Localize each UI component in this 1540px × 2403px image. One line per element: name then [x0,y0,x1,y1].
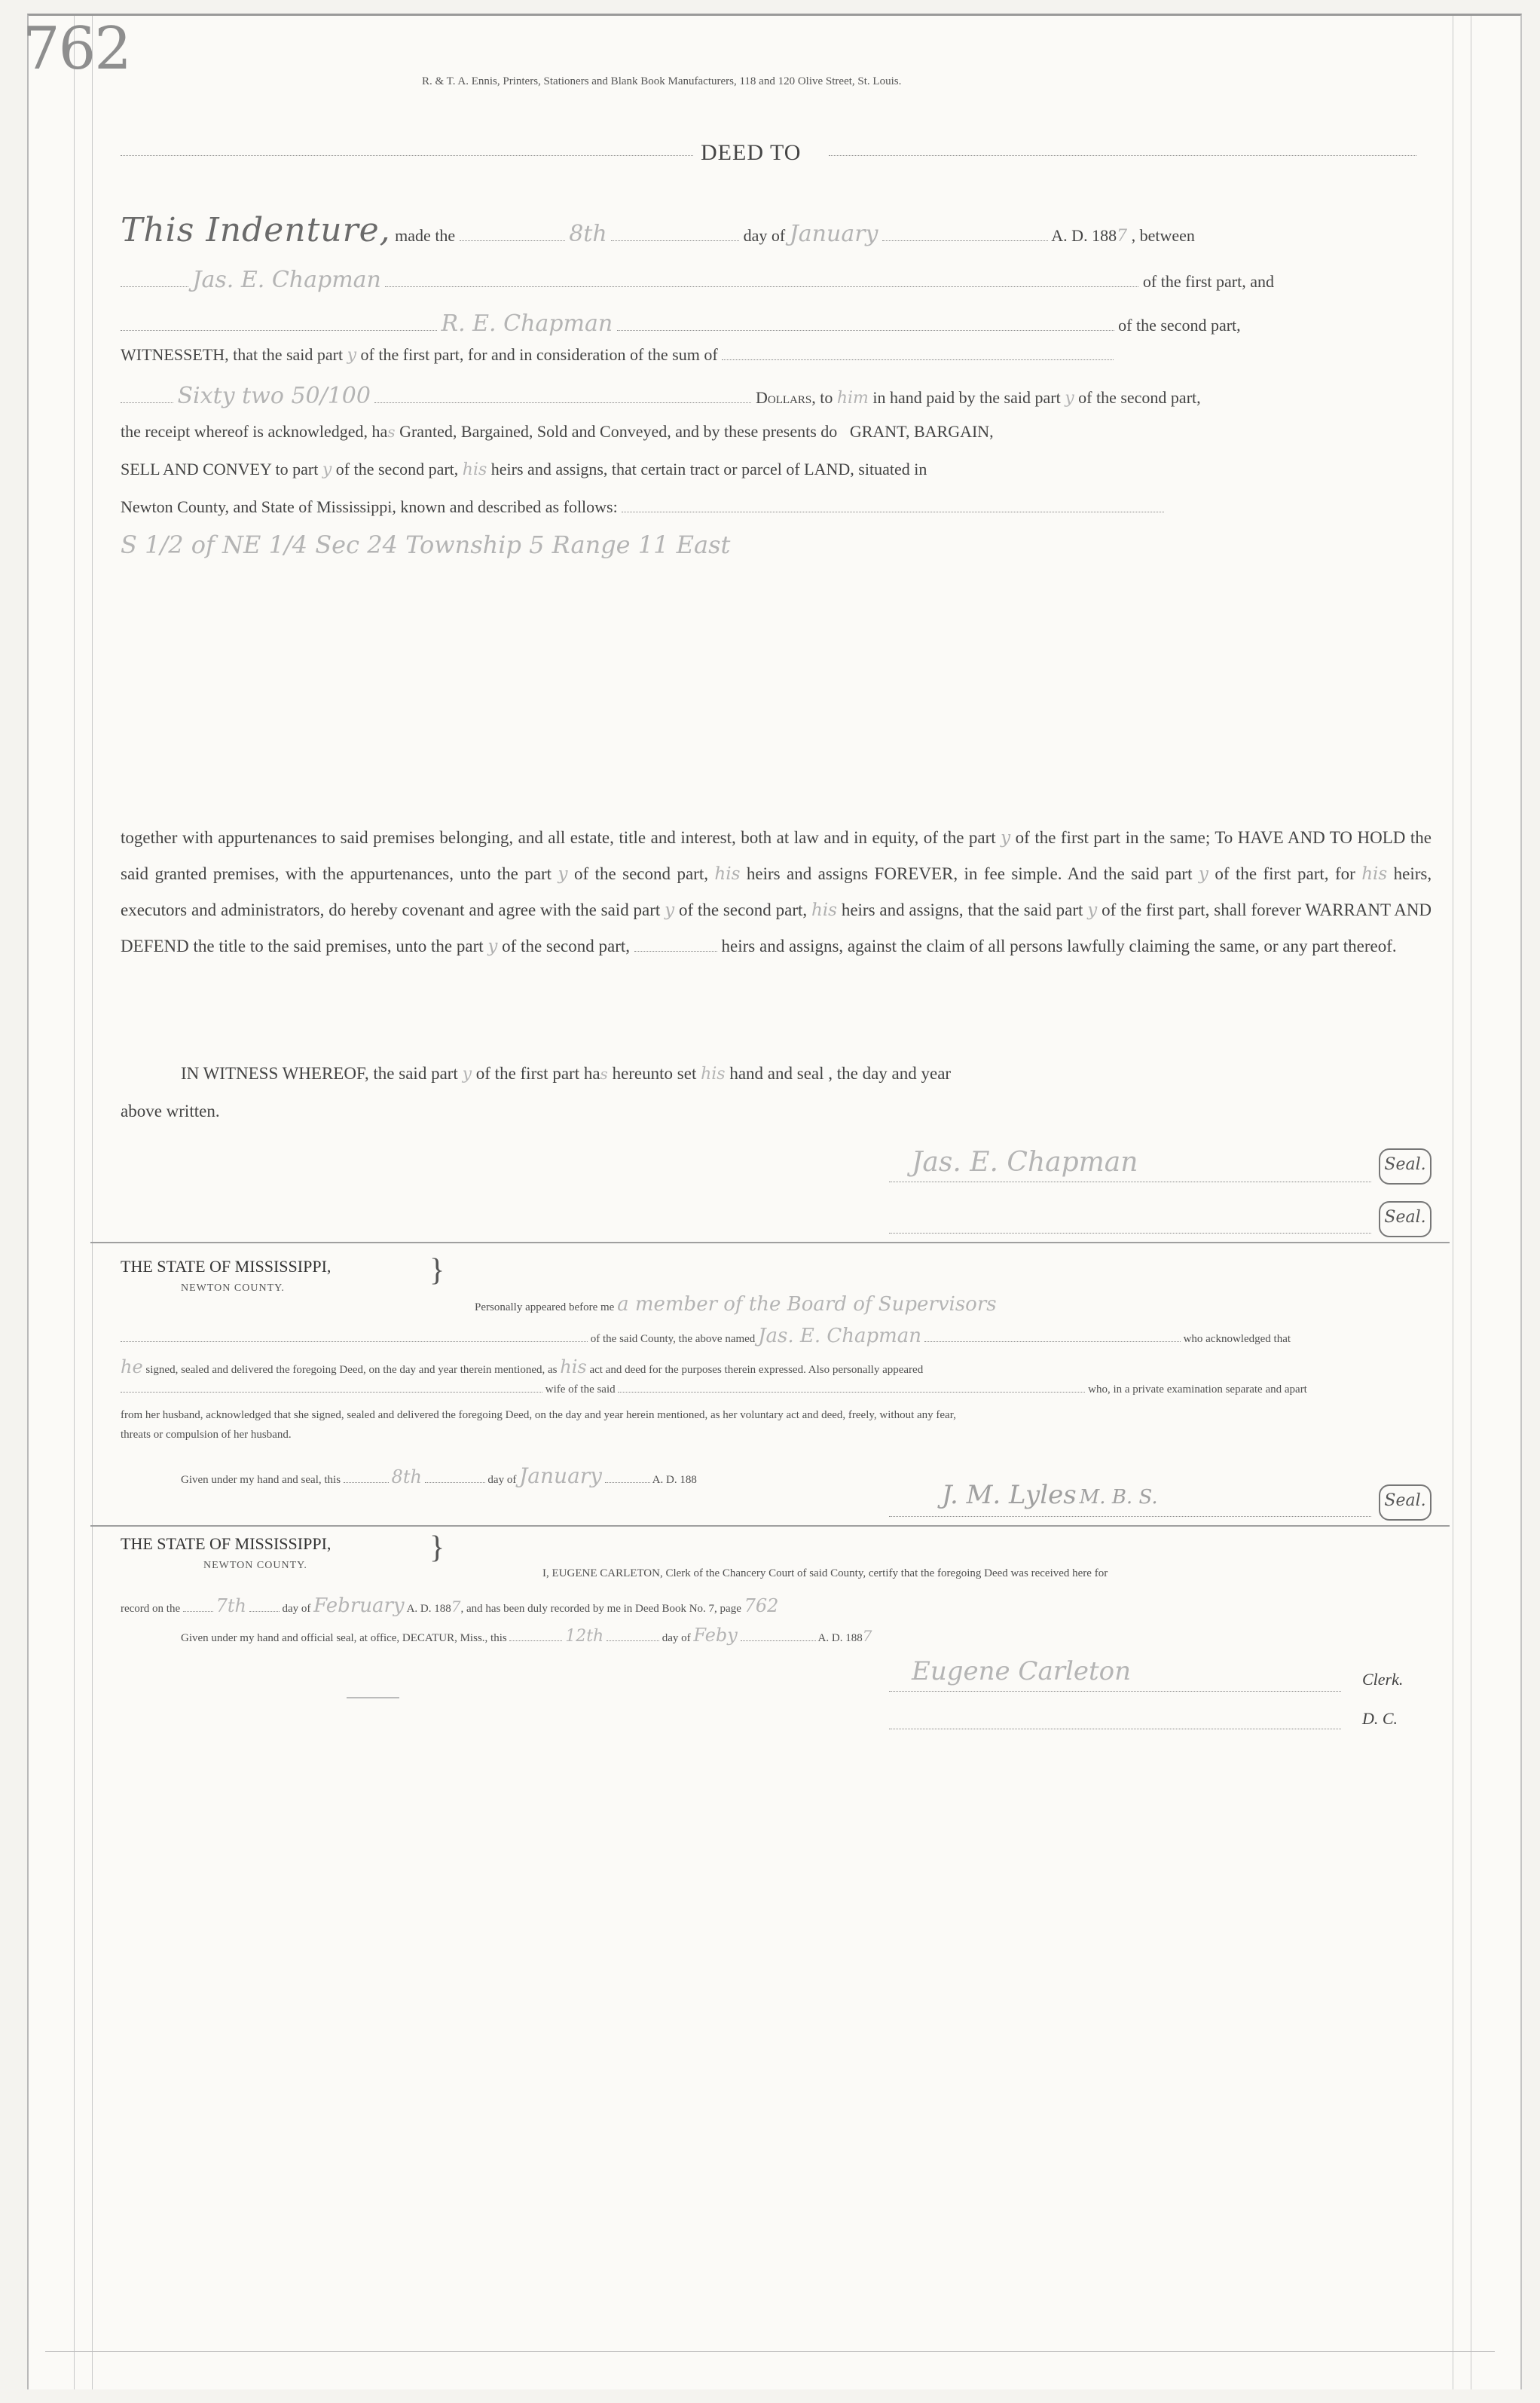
ack-his-hw: his [560,1356,587,1377]
cert-ad-2: A. D. 188 [817,1632,863,1644]
ack-given-month-hw: January [519,1463,602,1488]
cert-county: NEWTON COUNTY. [203,1560,307,1571]
cert-clerk-line: I, EUGENE CARLETON, Clerk of the Chancery Court of said County, certify that the foregoing Deed was received here for [542,1567,1108,1579]
between-label: , between [1131,226,1195,245]
indenture-line-7 [121,460,927,479]
habendum-p5b: of the first part, shall forever WARRANT AND DEFEND the title to the said premises, unto the part [121,900,1432,955]
witnesseth-y: y [347,346,357,365]
witness-b: of the first part ha [475,1064,600,1083]
seal-mark-2: Seal. [1379,1201,1432,1237]
seal-mark-3: Seal. [1379,1484,1432,1521]
ack-signature [942,1480,1158,1510]
ack-signature-text: J. M. Lyles [942,1480,1077,1510]
deed-title: DEED TO [701,140,802,165]
witness-y: y [462,1065,472,1084]
habendum-p2-y: y [558,864,568,884]
ack-given: Given under my hand and seal, this [181,1474,341,1486]
habendum-p3c: of the first part, for [1215,864,1355,883]
cert-leader-3 [509,1640,562,1641]
day-leader-2 [611,240,739,241]
made-the-label: made the [395,226,456,245]
paid-text: in hand paid by the said part [872,388,1061,407]
sum-leader-2 [121,402,173,403]
margin-rule-left-inner [92,16,93,2389]
cert-state: THE STATE OF MISSISSIPPI, [121,1534,332,1553]
ack-given-day-hw: 8th [391,1466,422,1487]
habendum-p5-y: y [1087,900,1098,920]
habendum-p6: heirs and assigns, against the claim of all persons lawfully claiming the same, or any part thereof. [721,937,1397,955]
section-divider-1 [90,1242,1450,1243]
cert-recorded: , and has been duly recorded by me in Deed Book No. 7, page [460,1603,741,1615]
habendum-leader [634,951,717,952]
witness-a: IN WITNESS WHEREOF, the said part [181,1064,458,1083]
grantee-leader-2 [617,330,1114,331]
cert-given-month-hw: Feby [693,1625,738,1646]
second-part-label: of the second part, [1118,316,1241,335]
month-leader [882,240,1048,241]
clerk-signature [912,1656,1131,1686]
witnesseth-rest: of the first part, for and in consideration of the sum of [360,345,718,364]
ack-signature-leader [889,1516,1371,1517]
receipt-text: the receipt whereof is acknowledged, ha [121,422,388,441]
ack-private: who, in a private examination separate and apart [1088,1383,1307,1396]
habendum-p3-hw: his [714,864,741,884]
witness-hw: his [701,1065,726,1084]
ack-leader-3 [121,1392,542,1393]
ack-leader-1 [121,1341,588,1342]
clerk-signature-text: Eugene Carleton [912,1656,1131,1686]
sum-leader [722,359,1114,360]
dollars-label: Dollars, [755,388,816,407]
cert-day-of: day of [282,1603,311,1615]
sell-rest: of the second part, [335,460,459,478]
cert-given-day-hw: 12th [565,1627,604,1646]
day-of-label: day of [743,226,786,245]
deputy-clerk-title: D. C. [1362,1709,1398,1728]
ack-signed: signed, sealed and delivered the foregoing Deed, on the day and year therein mentioned, as [145,1364,558,1376]
ack-leader-5 [344,1482,389,1483]
paid-rest: of the second part, [1078,388,1201,407]
to-label: to [820,388,833,407]
habendum-paragraph [121,820,1432,965]
ack-appeared: Personally appeared before me [475,1301,615,1313]
habendum-p4c: of the second part, [679,900,808,919]
cert-record-on: record on the [121,1603,181,1615]
cert-leader-5 [741,1640,816,1641]
indenture-line-6 [121,422,994,442]
habendum-p3d: heirs, executors and [121,864,1432,919]
habendum-p3-hw2: his [1361,864,1388,884]
receipt-rest: Granted, Bargained, Sold and Conveyed, and by these presents do [399,422,838,441]
cert-leader-2 [249,1611,280,1612]
sell-y: y [322,460,332,479]
cert-record-line [121,1594,778,1617]
ack-named-hw: Jas. E. Chapman [758,1325,922,1347]
county-line-text: Newton County, and State of Mississippi, known and described as follows: [121,497,618,516]
grantee-handwritten: R. E. Chapman [441,310,613,337]
paid-y: y [1065,389,1074,408]
cert-ad2-hw: 7 [862,1627,872,1645]
ack-threats-line: threats or compulsion of her husband. [121,1429,292,1441]
habendum-p5-y2: y [487,937,498,956]
clerk-title: Clerk. [1362,1670,1404,1689]
ack-leader-4 [618,1392,1085,1393]
habendum-p4d: heirs and assigns, that the [841,900,1019,919]
ack-ad: A. D. 188 [652,1474,697,1486]
habendum-p1-end: of [1015,828,1030,847]
habendum-p3-y: y [1198,864,1208,884]
ack-line-2 [121,1325,1291,1347]
witness-s: s [600,1065,608,1083]
title-leader-left [121,155,693,156]
bottom-rule [45,2351,1495,2352]
grant-text: GRANT, BARGAIN, [849,422,994,441]
grantor-leader [121,286,188,287]
habendum-p4-y: y [665,900,675,920]
cert-brace: } [429,1530,445,1565]
habendum-p4b: hereby covenant and agree with the said part [350,900,661,919]
land-description-handwritten: S 1/2 of NE 1/4 Sec 24 Township 5 Range 11 East [121,530,731,559]
ack-who: who acknowledged that [1183,1333,1291,1345]
habendum-p1: together with appurtenances to said premises belonging, and all estate, title and interest, both at law and in equity, of the part [121,828,996,847]
day-leader [460,240,565,241]
margin-rule-left [74,16,75,2389]
cert-page-hw: 762 [744,1595,779,1616]
sum-handwritten: Sixty two 50/100 [177,383,371,409]
day-handwritten: 8th [569,221,607,247]
habendum-p2: the first part in the same; To HAVE AND TO HOLD the said granted premises, with the appurtenances, unto the part [121,828,1432,883]
ack-husband-line: from her husband, acknowledged that she signed, sealed and delivered the foregoing Deed, on the day and year herein mentioned, as her voluntary act and deed, freely, without any fear, [121,1409,956,1421]
to-handwritten: him [836,389,869,408]
indenture-line-8 [121,497,1164,517]
cert-given-line [181,1625,872,1646]
ack-he-hw: he [121,1356,143,1377]
cert-ad: A. D. 188 [406,1603,451,1615]
habendum-p5a: said part [1023,900,1083,919]
indenture-line-2 [121,267,1274,293]
witness-c: hereunto set [612,1064,697,1083]
printer-imprint: R. & T. A. Ennis, Printers, Stationers and Blank Book Manufacturers, 118 and 120 Olive Street, St. Louis. [422,75,902,87]
cert-leader-1 [183,1611,213,1612]
ack-state: THE STATE OF MISSISSIPPI, [121,1257,332,1276]
grantee-leader [121,330,437,331]
indenture-line-4 [121,345,1114,365]
ack-leader-7 [605,1482,650,1483]
grantor-signature [912,1147,1138,1178]
sell-end: heirs and assigns, that certain tract or parcel of LAND, situated in [490,460,927,478]
ack-day-of: day of [487,1474,517,1486]
ack-line-4 [121,1383,1307,1396]
clerk-sig-leader [889,1691,1341,1692]
cert-leader-4 [607,1640,659,1641]
sell-handwritten: his [462,460,487,479]
indenture-heading: This Indenture, [121,211,391,249]
ack-county: NEWTON COUNTY. [181,1283,285,1294]
ack-act: act and deed for the purposes therein expressed. Also personally appeared [589,1364,924,1376]
ledger-page [27,14,1522,2389]
above-written: above written. [121,1102,220,1120]
page-number: 762 [23,15,130,83]
cert-rec-year-hw: 7 [451,1597,461,1616]
cert-rec-month-hw: February [313,1594,405,1617]
ack-said-county: of the said County, the above named [590,1333,756,1345]
habendum-p4a: administrators, do [221,900,347,919]
indenture-line-5 [121,383,1201,409]
ack-officer-hw: a member of the Board of Supervisors [617,1293,997,1316]
habendum-p3a: part, [677,864,708,883]
grantor-leader-2 [385,286,1138,287]
cert-day-of-2: day of [662,1632,691,1644]
ad-label: A. D. 188 [1051,226,1117,245]
habendum-p5c: of the second part, [502,937,631,955]
habendum-p3b: heirs and assigns FOREVER, in fee simple. And the said part [746,864,1193,883]
ack-signature-title: M. B. S. [1079,1486,1158,1509]
section-divider-2 [90,1525,1450,1527]
seal-mark-1: Seal. [1379,1148,1432,1185]
title-leader-right [829,155,1416,156]
indenture-line-1 [121,211,1195,249]
ack-leader-2 [924,1341,1181,1342]
witness-line [181,1064,951,1084]
witnesseth-text: WITNESSETH, that the said part [121,345,344,364]
grantor-handwritten: Jas. E. Chapman [192,267,381,293]
cert-given: Given under my hand and official seal, at office, DECATUR, Miss., this [181,1632,507,1644]
habendum-p1-y: y [1001,828,1011,848]
indenture-line-3 [121,310,1241,337]
cert-rec-day-hw: 7th [215,1595,247,1616]
sum-leader-3 [374,402,751,403]
grantor-signature-text: Jas. E. Chapman [912,1147,1138,1178]
first-part-label: of the first part, and [1142,272,1274,291]
habendum-p4-hw: his [811,900,837,920]
ack-wife: wife of the said [545,1383,616,1396]
land-description [121,530,730,559]
ack-given-line [181,1463,697,1488]
year-handwritten: 7 [1117,227,1128,246]
witness-d: hand and seal , the day and year [729,1064,952,1083]
ack-line-1 [475,1293,997,1316]
receipt-s: s [387,423,396,441]
ack-line-3 [121,1356,923,1377]
ack-leader-6 [425,1482,485,1483]
sell-text: SELL AND CONVEY to part [121,460,319,478]
month-handwritten: January [789,221,878,247]
signature-leader-2 [889,1233,1371,1234]
ack-brace: } [429,1253,445,1288]
stray-mark [347,1697,399,1698]
habendum-p2-end: of the second [573,864,671,883]
